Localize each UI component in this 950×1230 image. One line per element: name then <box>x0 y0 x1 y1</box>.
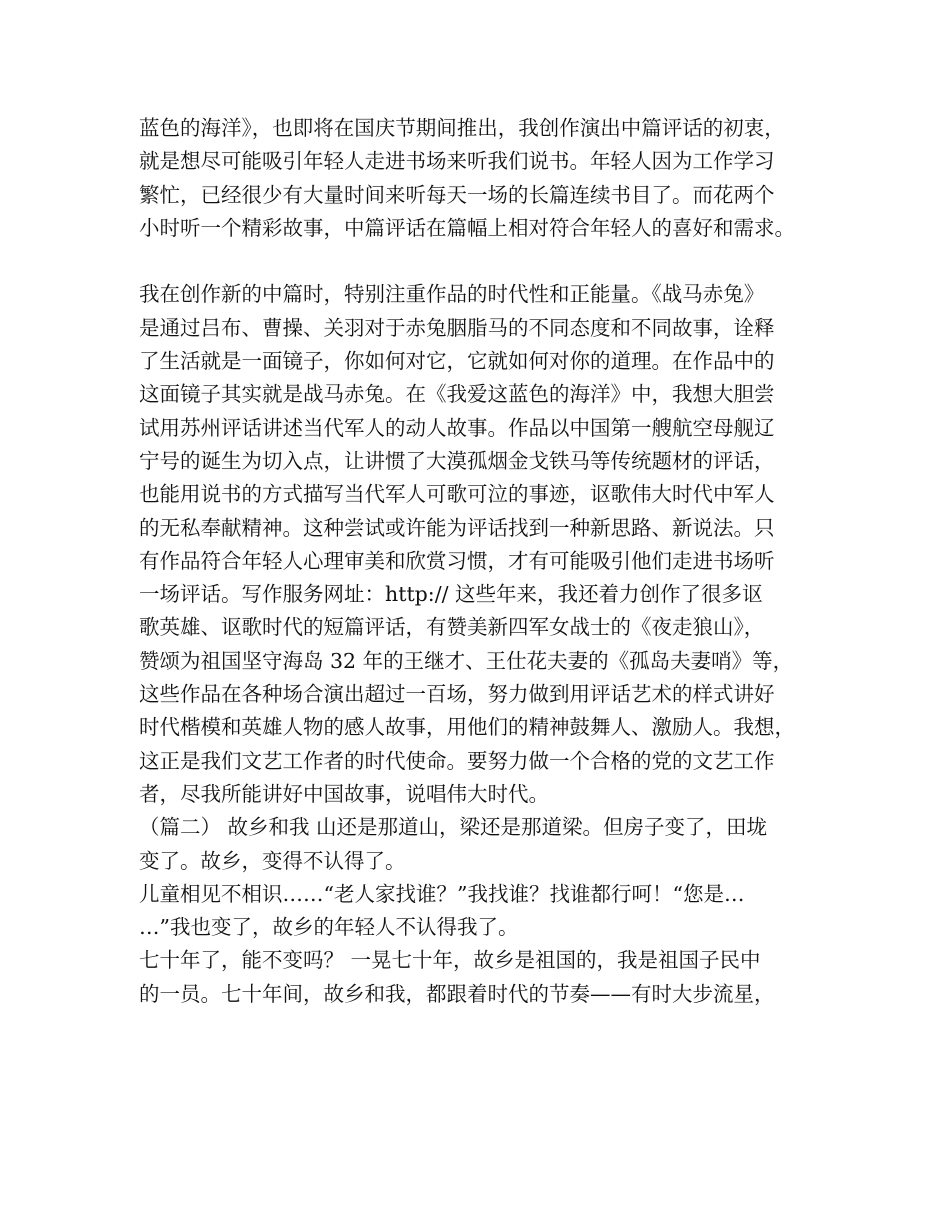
text-line: 的无私奉献精神。这种尝试或许能为评话找到一种新思路、新说法。只 <box>139 515 775 540</box>
text-line: 变了。故乡，变得不认得了。 <box>139 848 406 873</box>
document-body <box>139 112 811 1011</box>
paragraph-block-1 <box>139 112 811 245</box>
text-line: 蓝色的海洋》，也即将在国庆节期间推出，我创作演出中篇评话的初衷， <box>139 116 785 140</box>
text-line: 者，尽我所能讲好中国故事，说唱伟大时代。 <box>139 781 549 806</box>
text-line: 这些作品在各种场合演出超过一百场，努力做到用评话艺术的样式讲好 <box>139 682 775 707</box>
text-line: 歌英雄、讴歌时代的短篇评话，有赞美新四军女战士的《夜走狼山》， <box>139 615 765 640</box>
text-line: 了生活就是一面镜子，你如何对它，它就如何对你的道理。在作品中的 <box>139 349 775 374</box>
text-line: 试用苏州评话讲述当代军人的动人故事。作品以中国第一艘航空母舰辽 <box>139 415 775 440</box>
text-line: 赞颂为祖国坚守海岛 32 年的王继才、王仕花夫妻的《孤岛夫妻哨》等， <box>139 648 794 673</box>
text-line: 有作品符合年轻人心理审美和欣赏习惯，才有可能吸引他们走进书场听 <box>139 548 775 573</box>
paragraph-block-2 <box>139 278 811 1011</box>
text-line: （篇二） 故乡和我 山还是那道山，梁还是那道梁。但房子变了，田垅 <box>139 815 768 840</box>
text-line: 的一员。七十年间，故乡和我，都跟着时代的节奏——有时大步流星， <box>139 981 775 1006</box>
paragraph-gap <box>139 245 811 278</box>
text-line: 繁忙，已经很少有大量时间来听每天一场的长篇连续书目了。而花两个 <box>139 182 775 207</box>
text-line: …”我也变了，故乡的年轻人不认得我了。 <box>139 915 519 940</box>
text-line: 时代楷模和英雄人物的感人故事，用他们的精神鼓舞人、激励人。我想， <box>139 715 795 740</box>
text-line: 这正是我们文艺工作者的时代使命。要努力做一个合格的党的文艺工作 <box>139 748 775 773</box>
text-line: 儿童相见不相识……“老人家找谁？”我找谁？找谁都行呵！“您是… <box>139 881 745 906</box>
text-line: 小时听一个精彩故事，中篇评话在篇幅上相对符合年轻人的喜好和需求。 <box>139 215 795 240</box>
text-line: 这面镜子其实就是战马赤兔。在《我爱这蓝色的海洋》中，我想大胆尝 <box>139 382 775 407</box>
text-line: 是通过吕布、曹操、关羽对于赤兔胭脂马的不同态度和不同故事，诠释 <box>139 315 775 340</box>
text-line: 就是想尽可能吸引年轻人走进书场来听我们说书。年轻人因为工作学习 <box>139 149 775 174</box>
text-line: 一场评话。写作服务网址：http:// 这些年来，我还着力创作了很多讴 <box>139 582 763 607</box>
text-line: 七十年了，能不变吗？ 一晃七十年，故乡是祖国的，我是祖国子民中 <box>139 948 761 973</box>
text-line: 我在创作新的中篇时，特别注重作品的时代性和正能量。《战马赤兔》 <box>139 282 765 307</box>
text-line: 也能用说书的方式描写当代军人可歌可泣的事迹，讴歌伟大时代中军人 <box>139 482 775 507</box>
text-line: 宁号的诞生为切入点，让讲惯了大漠孤烟金戈铁马等传统题材的评话， <box>139 448 775 473</box>
